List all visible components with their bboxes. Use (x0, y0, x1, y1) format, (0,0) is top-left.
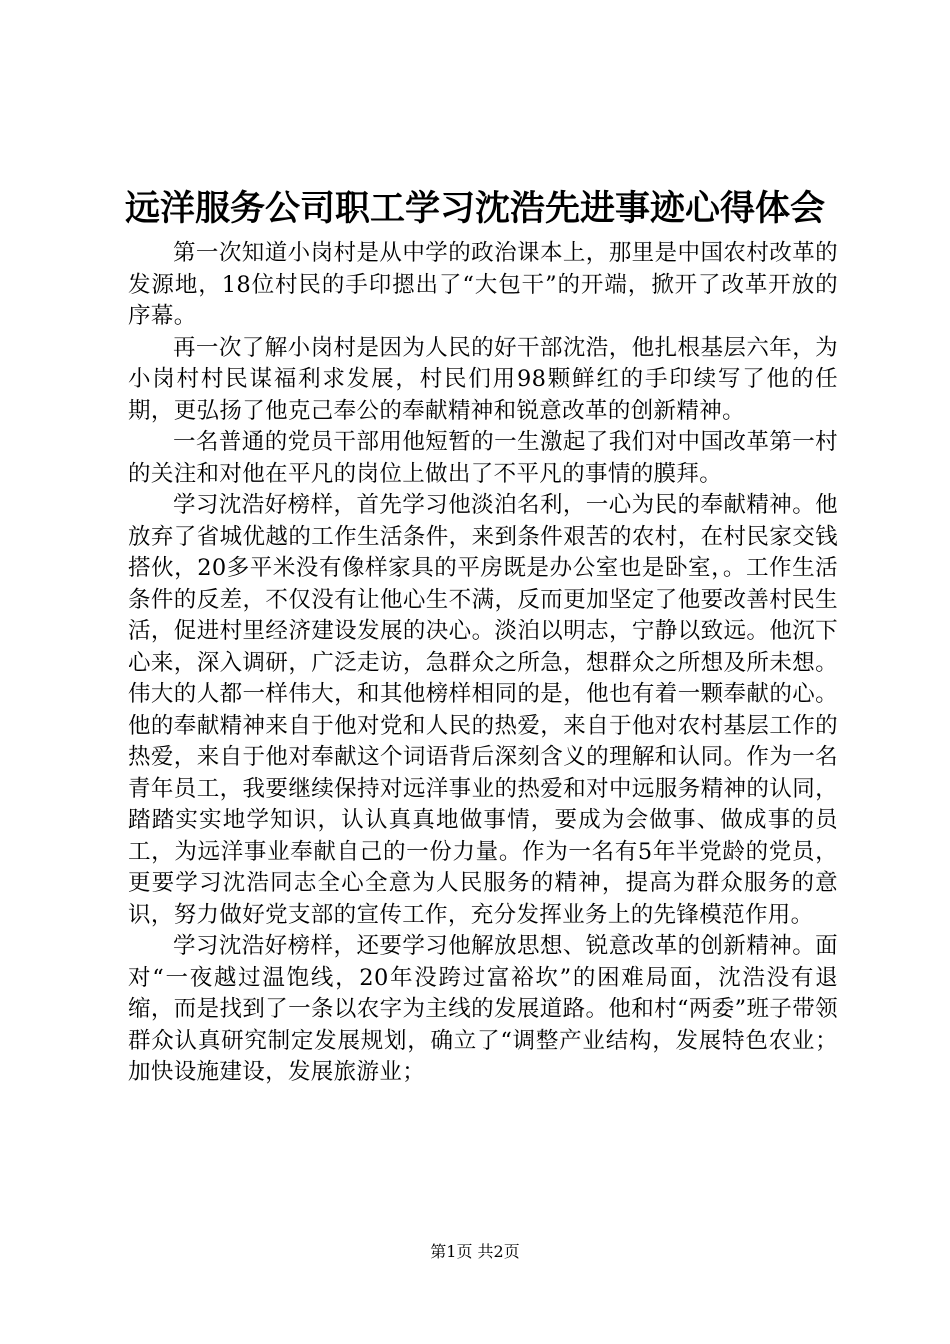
document-body (128, 238, 838, 1089)
paragraph-2: 再一次了解小岗村是因为人民的好干部沈浩，他扎根基层六年，为小岗村村民谋福利求发展，村民们用98颗鲜红的手印续写了他的任期，更弘扬了他克己奉公的奉献精神和锐意改革的创新精神。 (128, 334, 838, 424)
document-title: 远洋服务公司职工学习沈浩先进事迹心得体会 (124, 188, 825, 229)
page-footer: 第1页 共2页 (430, 1242, 520, 1261)
paragraph-1: 第一次知道小岗村是从中学的政治课本上，那里是中国农村改革的发源地，18位村民的手印摁出了“大包干”的开端，掀开了改革开放的序幕。 (128, 240, 838, 329)
paragraph-5: 学习沈浩好榜样，还要学习他解放思想、锐意改革的创新精神。面对“一夜越过温饱线，20年没跨过富裕坎”的困难局面，沈浩没有退缩，而是找到了一条以农字为主线的发展道路。他和村“两委”班子带领群众认真研究制定发展规划，确立了“调整产业结构，发展特色农业；加快设施建设，发展旅游业； (128, 933, 838, 1085)
paragraph-3: 一名普通的党员干部用他短暂的一生激起了我们对中国改革第一村的关注和对他在平凡的岗位上做出了不平凡的事情的膜拜。 (128, 429, 838, 487)
paragraph-4: 学习沈浩好榜样，首先学习他淡泊名利，一心为民的奉献精神。他放弃了省城优越的工作生活条件，来到条件艰苦的农村，在村民家交钱搭伙，20多平米没有像样家具的平房既是办公室也是卧室，。工作生活条件的反差，不仅没有让他心生不满，反而更加坚定了他要改善村民生活，促进村里经济建设发展的决心。淡泊以明志，宁静以致远。他沉下心来，深入调研，广泛走访，急群众之所急，想群众之所想及所未想。伟大的人都一样伟大，和其他榜样相同的是，他也有着一颗奉献的心。他的奉献精神来自于他对党和人民的热爱，来自于他对农村基层工作的热爱，来自于他对奉献这个词语背后深刻含义的理解和认同。作为一名青年员工，我要继续保持对远洋事业的热爱和对中远服务精神的认同，踏踏实实地学知识，认认真真地做事情，要成为会做事、做成事的员工，为远洋事业奉献自己的一份力量。作为一名有5年半党龄的党员，更要学习沈浩同志全心全意为人民服务的精神，提高为群众服务的意识，努力做好党支部的宣传工作，充分发挥业务上的先锋模范作用。 (128, 492, 838, 928)
